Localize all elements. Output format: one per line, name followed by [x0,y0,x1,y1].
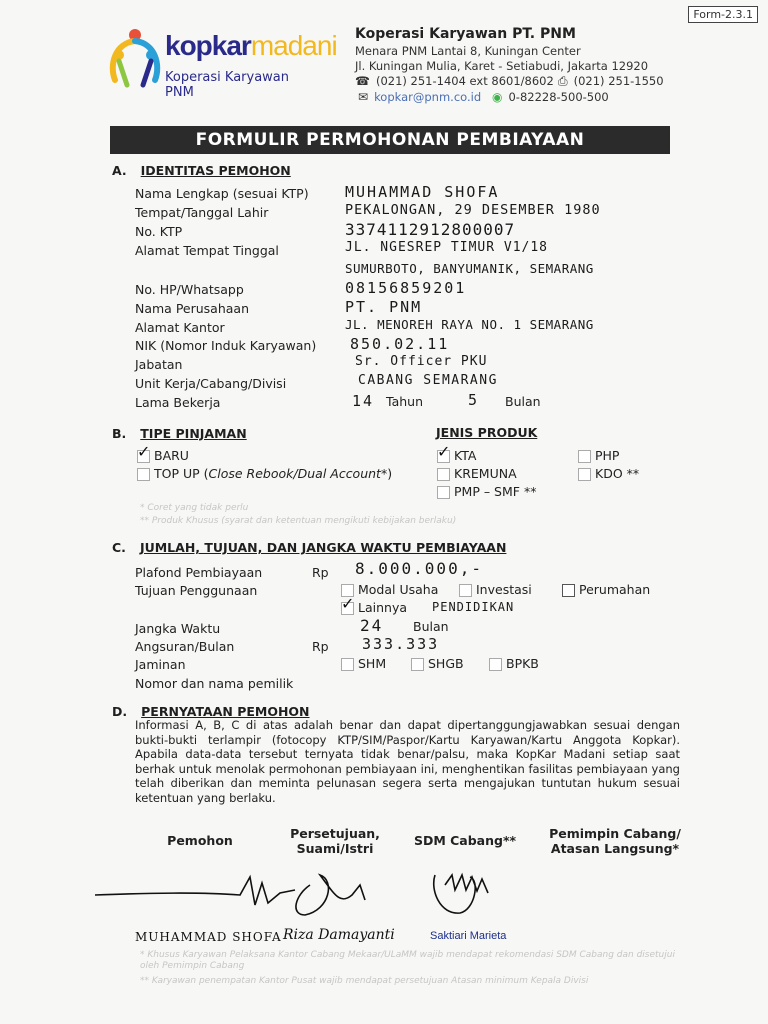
checkbox-kta[interactable] [437,450,450,463]
bulan-label: Bulan [505,394,541,409]
field-value-ktp: 3374112912800007 [345,220,516,239]
option-kta[interactable]: ✓KTA [437,448,476,463]
option-shm[interactable]: SHM [341,656,386,671]
checkbox-kdo[interactable] [578,468,591,481]
field-value-alamat-kantor: JL. MENOREH RAYA NO. 1 SEMARANG [345,317,594,332]
signature-marks [90,865,590,930]
option-kremuna[interactable]: KREMUNA [437,466,517,481]
pernyataan-text: Informasi A, B, C di atas adalah benar dan dapat dipertanggungjawabkan sesuai dengan bukti-bukti terlampir (fotocopy KTP/SIM/Paspor/Kartu Karyawan/Kartu Anggota Kopkar). Apabila data-data tersebut ternyata tidak benar/palsu, maka KopKar Madani setiap saat berhak untuk menolak permohonan pembiayaan ini, menghentikan fasilitas pembiayaan yang telah diberikan dan meminta pelunasan segera serta mengajukan tuntutan hukum sesuai ketentuan yang berlaku. [135,718,680,805]
field-value-tahun: 14 [352,392,375,410]
plafond-label: Plafond Pembiayaan [135,565,263,580]
plafond-value: 8.000.000,- [355,559,483,578]
checkbox-perumahan[interactable] [562,584,575,597]
checkbox-php[interactable] [578,450,591,463]
logo-figures-icon [105,25,165,95]
field-label-ktp: No. KTP [135,224,183,239]
field-label-nik: NIK (Nomor Induk Karyawan) [135,338,317,353]
field-value-ttl: PEKALONGAN, 29 DESEMBER 1980 [345,202,601,218]
jaminan-label: Jaminan [135,657,186,672]
field-label-alamat: Alamat Tempat Tinggal [135,243,279,258]
field-value-unit: CABANG SEMARANG [358,373,498,388]
org-address-2: Jl. Kuningan Mulia, Karet - Setiabudi, Jakarta 12920 [355,59,649,73]
sig-name-pemohon: MUHAMMAD SHOFA [135,930,282,944]
org-phone: ☎ (021) 251-1404 ext 8601/8602 [355,74,554,88]
note-produk-khusus: ** Produk Khusus (syarat dan ketentuan mengikuti kebijakan berlaku) [140,516,457,526]
sig-header-pemimpin: Pemimpin Cabang/ Atasan Langsung* [549,826,681,856]
email-icon: ✉ [358,90,369,104]
checkbox-shm[interactable] [341,658,354,671]
org-email: ✉ kopkar@pnm.co.id [358,90,482,104]
field-label-alamat-kantor: Alamat Kantor [135,320,225,335]
field-label-lama-bekerja: Lama Bekerja [135,395,221,410]
note-coret: * Coret yang tidak perlu [140,503,249,513]
section-b-heading: B. TIPE PINJAMAN [112,426,247,441]
section-a-heading: A. IDENTITAS PEMOHON [112,163,291,178]
field-value-bulan: 5 [468,391,480,409]
jenis-produk-heading: JENIS PRODUK [436,425,538,440]
field-value-jabatan: Sr. Officer PKU [355,354,488,369]
checkbox-lainnya[interactable] [341,602,354,615]
checkbox-baru[interactable] [137,450,150,463]
form-code: Form-2.3.1 [688,6,758,23]
checkbox-top-up[interactable] [137,468,150,481]
checkbox-shgb[interactable] [411,658,424,671]
field-value-alamat-1: JL. NGESREP TIMUR V1/18 [345,240,549,255]
angsuran-currency: Rp [312,639,329,654]
field-label-hp: No. HP/Whatsapp [135,282,244,297]
sig-header-pemohon: Pemohon [167,833,233,848]
footnote-1: * Khusus Karyawan Pelaksana Kantor Cabang Mekaar/ULaMM wajib mendapat rekomendasi SDM Cabang dan disetujui oleh Pemimpin Cabang [140,950,675,971]
field-label-jabatan: Jabatan [135,357,183,372]
option-kdo[interactable]: KDO ** [578,466,639,481]
org-fax: ⎙ (021) 251-1550 [558,74,664,88]
phone-icon: ☎ [355,74,370,88]
option-investasi[interactable]: Investasi [459,582,532,597]
field-value-perusahaan: PT. PNM [345,298,423,316]
jangka-value: 24 [360,616,384,635]
tahun-label: Tahun [386,394,423,409]
section-d-heading: D. PERNYATAAN PEMOHON [112,704,310,719]
section-c-heading: C. JUMLAH, TUJUAN, DAN JANGKA WAKTU PEMBIAYAAN [112,540,507,555]
org-whatsapp: ◉ 0-82228-500-500 [492,90,609,104]
logo-wordmark: kopkarmadani [165,30,337,61]
logo-subtitle: Koperasi Karyawan PNM [165,70,290,100]
option-pmp-smf[interactable]: PMP – SMF ** [437,484,536,499]
option-php[interactable]: PHP [578,448,619,463]
tujuan-label: Tujuan Penggunaan [135,583,258,598]
sig-header-sdm: SDM Cabang** [413,833,517,848]
kopkar-logo [105,25,337,100]
option-shgb[interactable]: SHGB [411,656,464,671]
pemilik-label: Nomor dan nama pemilik [135,676,294,691]
sig-header-suami-istri: Persetujuan, Suami/Istri [290,826,380,856]
field-label-unit: Unit Kerja/Cabang/Divisi [135,376,287,391]
option-baru[interactable]: ✓BARU [137,448,189,463]
whatsapp-icon: ◉ [492,90,503,104]
org-address-1: Menara PNM Lantai 8, Kuningan Center [355,44,581,58]
option-lainnya[interactable]: ✓Lainnya [341,600,407,615]
option-perumahan[interactable]: Perumahan [562,582,650,597]
plafond-currency: Rp [312,565,329,580]
field-value-nik: 850.02.11 [350,335,450,353]
footnote-2: ** Karyawan penempatan Kantor Pusat wajib mendapat persetujuan Atasan minimum Kepala Divisi [140,976,589,986]
form-title: FORMULIR PERMOHONAN PEMBIAYAAN [110,126,670,154]
option-top-up[interactable]: TOP UP (Close Rebook/Dual Account*) [137,466,392,481]
field-label-ttl: Tempat/Tanggal Lahir [135,205,269,220]
checkbox-kremuna[interactable] [437,468,450,481]
field-value-hp: 08156859201 [345,279,467,297]
angsuran-value: 333.333 [362,635,440,653]
field-value-nama: MUHAMMAD SHOFA [345,183,500,201]
field-label-perusahaan: Nama Perusahaan [135,301,250,316]
sig-name-sdm: Saktiari Marieta [430,930,507,942]
sig-name-suami-istri: Riza Damayanti [283,927,395,943]
jangka-unit: Bulan [413,619,449,634]
field-value-alamat-2: SUMURBOTO, BANYUMANIK, SEMARANG [345,261,594,276]
checkbox-bpkb[interactable] [489,658,502,671]
angsuran-label: Angsuran/Bulan [135,639,235,654]
option-bpkb[interactable]: BPKB [489,656,539,671]
lainnya-value: PENDIDIKAN [432,600,515,614]
fax-icon: ⎙ [558,74,568,88]
field-label-nama: Nama Lengkap (sesuai KTP) [135,186,309,201]
checkbox-pmp-smf[interactable] [437,486,450,499]
jangka-label: Jangka Waktu [135,621,221,636]
checkbox-investasi[interactable] [459,584,472,597]
org-name: Koperasi Karyawan PT. PNM [355,26,576,42]
option-modal-usaha[interactable]: Modal Usaha [341,582,438,597]
